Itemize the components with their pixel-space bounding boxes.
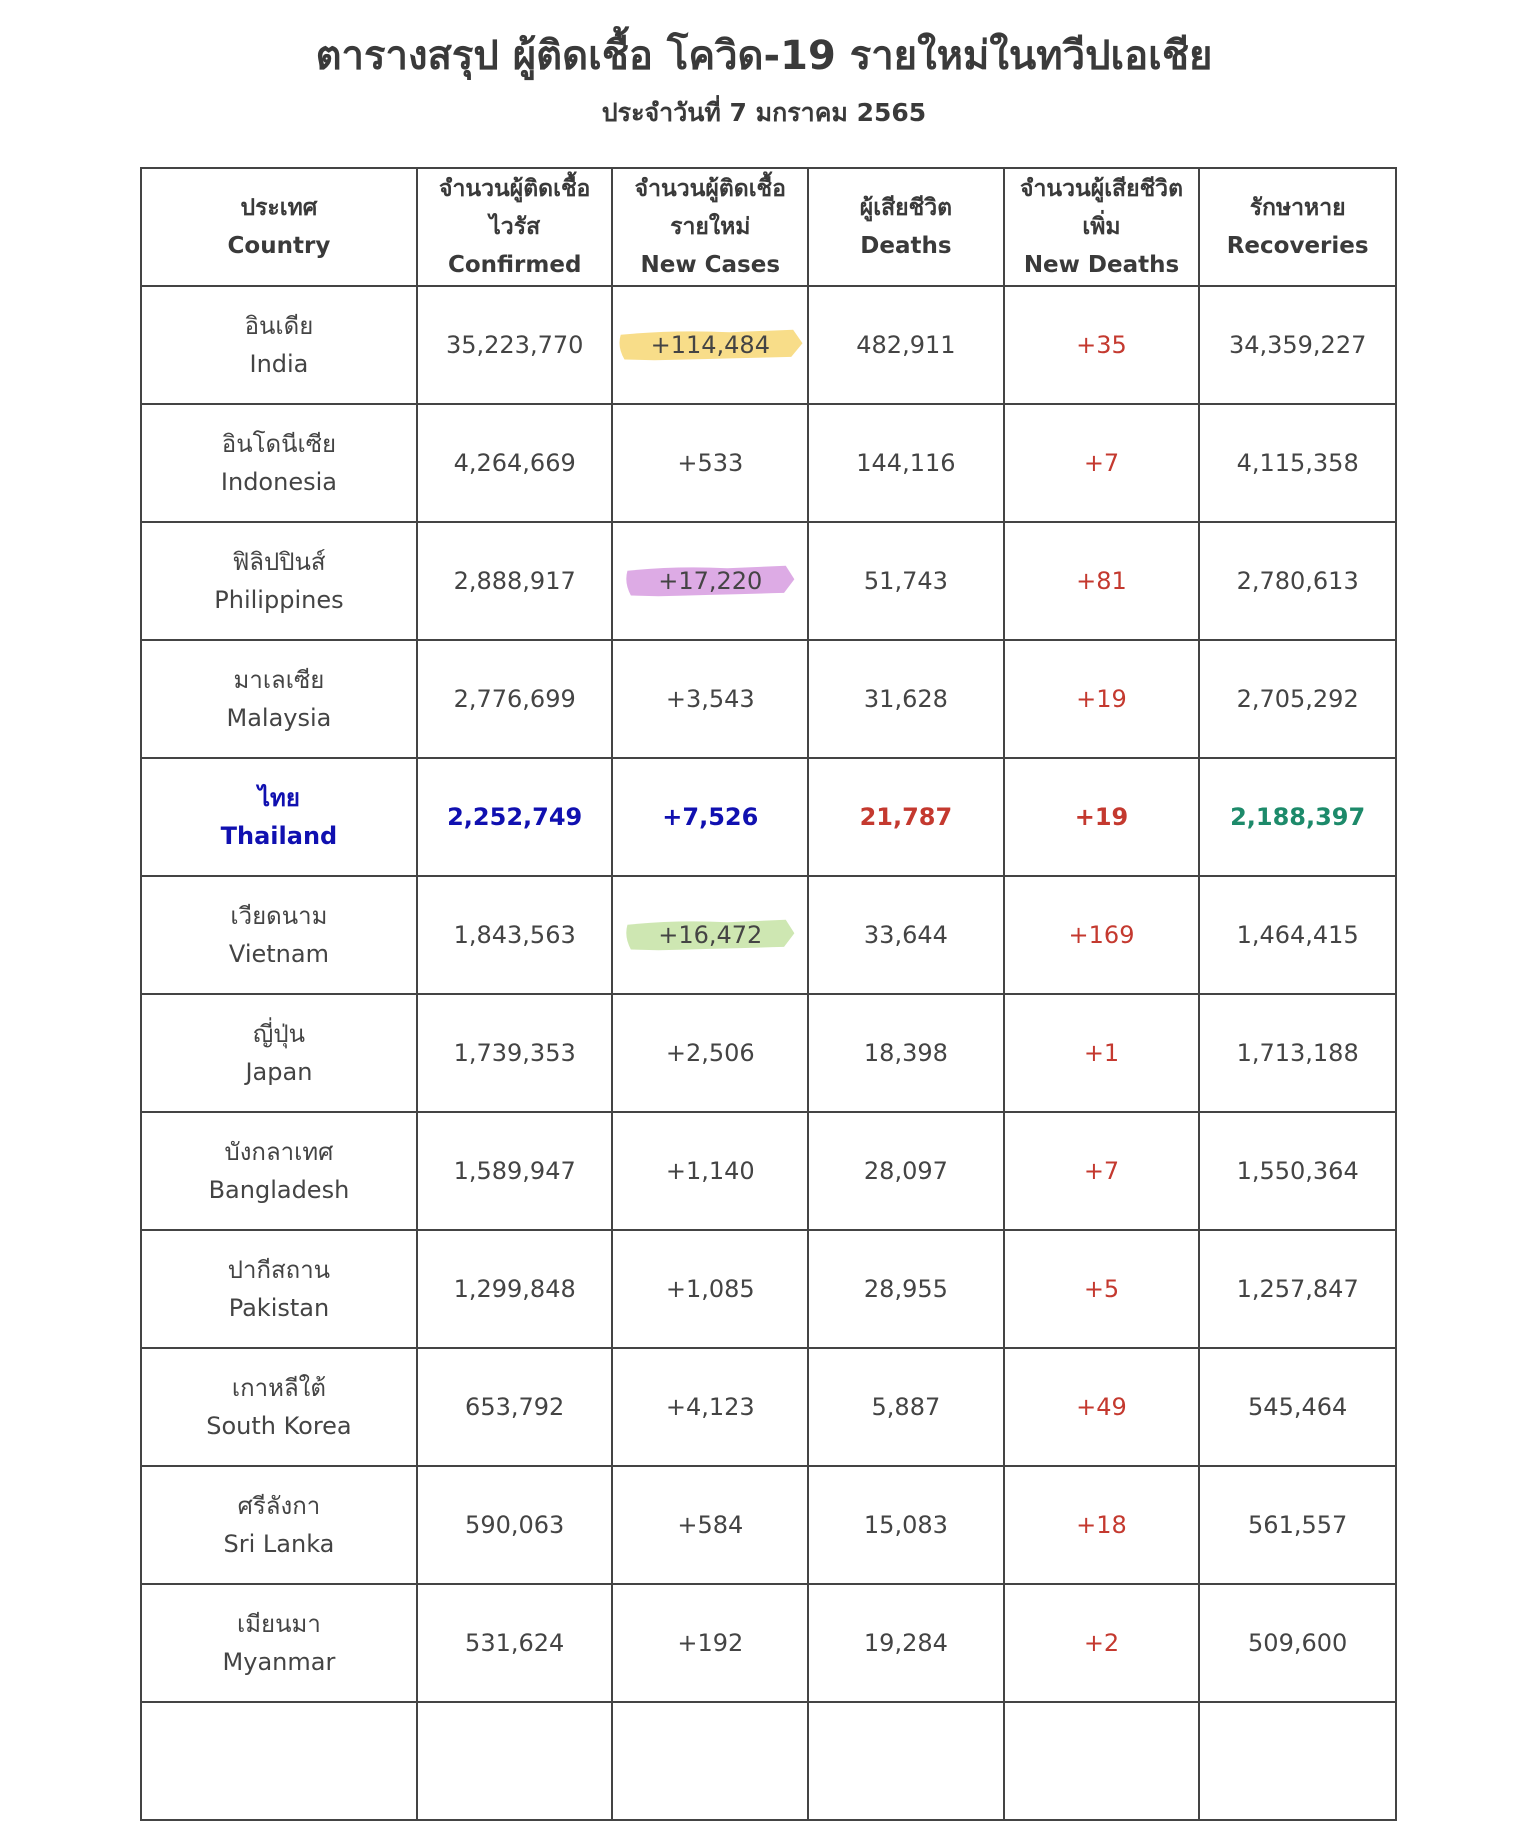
deaths-value: 31,628 — [863, 685, 948, 713]
cell-country — [141, 404, 417, 522]
cell-deaths — [808, 758, 1004, 876]
covid-summary-table — [140, 167, 1397, 1821]
table-row — [141, 1584, 1396, 1702]
recoveries-value: 1,464,415 — [1236, 921, 1359, 949]
recoveries-value: 509,600 — [1248, 1629, 1348, 1657]
cell-new-cases — [612, 522, 808, 640]
deaths-value: 144,116 — [856, 449, 956, 477]
header-recoveries-en: Recoveries — [1226, 233, 1369, 259]
recoveries-value: 2,705,292 — [1236, 685, 1359, 713]
table-row — [141, 286, 1396, 404]
cell-new-cases — [612, 1466, 808, 1584]
cell-deaths — [808, 522, 1004, 640]
cell-country — [141, 1584, 417, 1702]
country-name-en: Myanmar — [222, 1648, 336, 1676]
country-name-th: บังกลาเทศ — [224, 1138, 334, 1166]
country-name-th: ปากีสถาน — [227, 1256, 331, 1284]
cell-country — [141, 640, 417, 758]
country-name-en: Philippines — [214, 586, 344, 614]
cell-deaths — [808, 1230, 1004, 1348]
cell-recoveries — [1199, 286, 1396, 404]
country-name-th: เวียดนาม — [230, 902, 328, 930]
cell-new-deaths — [1004, 640, 1200, 758]
header-new-deaths — [1004, 168, 1200, 286]
deaths-value: 21,787 — [859, 803, 953, 831]
country-name-en: Vietnam — [228, 940, 329, 968]
new-cases-value: +17,220 — [658, 567, 763, 595]
confirmed-value: 653,792 — [465, 1393, 565, 1421]
cell-deaths — [808, 404, 1004, 522]
cell-new-deaths — [1004, 876, 1200, 994]
cell-new-cases — [612, 640, 808, 758]
header-deaths-en: Deaths — [860, 233, 952, 259]
cell-country — [141, 876, 417, 994]
cell-new-deaths — [1004, 758, 1200, 876]
page-title: ตารางสรุป ผู้ติดเชื้อ โควิด-19 รายใหม่ในทวีปเอเชีย — [315, 33, 1213, 79]
cell-recoveries — [1199, 1230, 1396, 1348]
cell-new-cases — [612, 1112, 808, 1230]
table-row — [141, 1112, 1396, 1230]
cell-new-cases — [612, 1348, 808, 1466]
new-deaths-value: +49 — [1076, 1393, 1127, 1421]
recoveries-value: 2,780,613 — [1236, 567, 1359, 595]
recoveries-value: 34,359,227 — [1228, 331, 1367, 359]
country-name-th: ศรีลังกา — [237, 1492, 321, 1520]
cell-new-cases — [612, 286, 808, 404]
cell-country — [141, 994, 417, 1112]
header-new-deaths-th: จำนวนผู้เสียชีวิต เพิ่ม — [1019, 176, 1184, 240]
cell-new-cases — [612, 876, 808, 994]
country-name-en: Pakistan — [228, 1294, 330, 1322]
cell-country — [141, 1230, 417, 1348]
header-deaths-th: ผู้เสียชีวิต — [859, 195, 953, 221]
confirmed-value: 2,888,917 — [453, 567, 576, 595]
cell-empty — [1004, 1702, 1200, 1820]
new-deaths-value: +18 — [1076, 1511, 1127, 1539]
recoveries-value: 545,464 — [1248, 1393, 1348, 1421]
cell-new-deaths — [1004, 1112, 1200, 1230]
cell-confirmed — [417, 1466, 613, 1584]
deaths-value: 33,644 — [863, 921, 948, 949]
cell-new-cases — [612, 1230, 808, 1348]
confirmed-value: 531,624 — [465, 1629, 565, 1657]
confirmed-value: 2,776,699 — [453, 685, 576, 713]
cell-recoveries — [1199, 876, 1396, 994]
new-cases-value: +4,123 — [665, 1393, 755, 1421]
cell-new-cases — [612, 994, 808, 1112]
cell-recoveries — [1199, 522, 1396, 640]
cell-country — [141, 286, 417, 404]
deaths-value: 51,743 — [863, 567, 948, 595]
cell-confirmed — [417, 994, 613, 1112]
header-new-cases — [612, 168, 808, 286]
deaths-value: 15,083 — [863, 1511, 948, 1539]
confirmed-value: 35,223,770 — [445, 331, 584, 359]
table-row — [141, 758, 1396, 876]
header-recoveries — [1199, 168, 1396, 286]
new-cases-value: +192 — [677, 1629, 744, 1657]
cell-empty — [1199, 1702, 1396, 1820]
confirmed-value: 4,264,669 — [453, 449, 576, 477]
table-row — [141, 640, 1396, 758]
country-name-th: เมียนมา — [237, 1610, 321, 1638]
new-deaths-value: +19 — [1076, 685, 1127, 713]
new-deaths-value: +81 — [1076, 567, 1127, 595]
new-deaths-value: +35 — [1076, 331, 1127, 359]
header-country-th: ประเทศ — [240, 195, 318, 221]
new-deaths-value: +169 — [1068, 921, 1135, 949]
deaths-value: 18,398 — [863, 1039, 948, 1067]
page-subtitle: ประจำวันที่ 7 มกราคม 2565 — [601, 98, 927, 127]
country-name-en: South Korea — [206, 1412, 352, 1440]
table-row-partial — [141, 1702, 1396, 1820]
deaths-value: 5,887 — [871, 1393, 941, 1421]
cell-new-deaths — [1004, 1466, 1200, 1584]
recoveries-value: 561,557 — [1248, 1511, 1348, 1539]
cell-empty — [612, 1702, 808, 1820]
header-confirmed-th: จำนวนผู้ติดเชื้อ ไวรัส — [438, 176, 591, 240]
highlighted-value — [624, 916, 796, 954]
recoveries-value: 1,257,847 — [1236, 1275, 1359, 1303]
new-cases-value: +584 — [677, 1511, 744, 1539]
cell-confirmed — [417, 640, 613, 758]
cell-country — [141, 758, 417, 876]
cell-recoveries — [1199, 404, 1396, 522]
new-cases-value: +114,484 — [650, 331, 770, 359]
table-row — [141, 876, 1396, 994]
cell-empty — [808, 1702, 1004, 1820]
table-row — [141, 1466, 1396, 1584]
header-confirmed-en: Confirmed — [447, 252, 582, 278]
cell-confirmed — [417, 404, 613, 522]
country-name-th: มาเลเซีย — [233, 666, 325, 694]
country-name-en: Japan — [245, 1058, 313, 1086]
cell-country — [141, 1348, 417, 1466]
table-row — [141, 404, 1396, 522]
deaths-value: 28,097 — [863, 1157, 948, 1185]
table-row — [141, 994, 1396, 1112]
country-name-th: ญี่ปุ่น — [252, 1020, 305, 1048]
cell-empty — [417, 1702, 613, 1820]
cell-recoveries — [1199, 1466, 1396, 1584]
header-country — [141, 168, 417, 286]
new-cases-value: +2,506 — [665, 1039, 755, 1067]
cell-confirmed — [417, 758, 613, 876]
country-name-en: Indonesia — [220, 468, 337, 496]
new-deaths-value: +7 — [1083, 1157, 1120, 1185]
new-cases-value: +1,085 — [665, 1275, 755, 1303]
cell-recoveries — [1199, 1348, 1396, 1466]
new-deaths-value: +19 — [1074, 803, 1129, 831]
confirmed-value: 590,063 — [465, 1511, 565, 1539]
cell-confirmed — [417, 1112, 613, 1230]
recoveries-value: 4,115,358 — [1236, 449, 1359, 477]
cell-recoveries — [1199, 994, 1396, 1112]
header-new-cases-th: จำนวนผู้ติดเชื้อ รายใหม่ — [634, 176, 786, 240]
cell-deaths — [808, 1348, 1004, 1466]
deaths-value: 482,911 — [856, 331, 956, 359]
country-name-th: ไทย — [257, 784, 300, 812]
header-country-en: Country — [227, 233, 331, 259]
new-deaths-value: +2 — [1083, 1629, 1120, 1657]
cell-new-deaths — [1004, 1584, 1200, 1702]
cell-new-deaths — [1004, 1348, 1200, 1466]
new-deaths-value: +1 — [1083, 1039, 1120, 1067]
cell-new-deaths — [1004, 522, 1200, 640]
country-name-en: Malaysia — [226, 704, 332, 732]
cell-country — [141, 522, 417, 640]
new-cases-value: +16,472 — [658, 921, 763, 949]
country-name-th: เกาหลีใต้ — [231, 1374, 326, 1402]
table-body — [141, 286, 1396, 1820]
cell-new-cases — [612, 404, 808, 522]
cell-country — [141, 1112, 417, 1230]
cell-deaths — [808, 994, 1004, 1112]
cell-confirmed — [417, 286, 613, 404]
cell-confirmed — [417, 1584, 613, 1702]
cell-confirmed — [417, 1230, 613, 1348]
country-name-th: ฟิลิปปินส์ — [232, 548, 326, 576]
table-row — [141, 1348, 1396, 1466]
table-header-row — [141, 168, 1396, 286]
country-name-th: อินเดีย — [244, 312, 314, 340]
country-name-en: India — [249, 350, 309, 378]
country-name-en: Thailand — [220, 822, 338, 850]
new-cases-value: +1,140 — [665, 1157, 755, 1185]
cell-recoveries — [1199, 1584, 1396, 1702]
new-cases-value: +7,526 — [662, 803, 759, 831]
deaths-value: 28,955 — [863, 1275, 948, 1303]
highlighted-value — [624, 562, 796, 600]
table-row — [141, 1230, 1396, 1348]
cell-deaths — [808, 876, 1004, 994]
new-deaths-value: +7 — [1083, 449, 1120, 477]
cell-confirmed — [417, 876, 613, 994]
cell-deaths — [808, 1466, 1004, 1584]
cell-new-deaths — [1004, 404, 1200, 522]
new-cases-value: +3,543 — [665, 685, 755, 713]
cell-deaths — [808, 1112, 1004, 1230]
country-name-en: Bangladesh — [208, 1176, 350, 1204]
cell-new-deaths — [1004, 286, 1200, 404]
cell-new-cases — [612, 1584, 808, 1702]
recoveries-value: 2,188,397 — [1230, 803, 1366, 831]
confirmed-value: 1,299,848 — [453, 1275, 576, 1303]
cell-confirmed — [417, 1348, 613, 1466]
recoveries-value: 1,550,364 — [1236, 1157, 1359, 1185]
country-name-en: Sri Lanka — [223, 1530, 335, 1558]
confirmed-value: 1,843,563 — [453, 921, 576, 949]
deaths-value: 19,284 — [863, 1629, 948, 1657]
cell-new-deaths — [1004, 994, 1200, 1112]
cell-deaths — [808, 1584, 1004, 1702]
cell-recoveries — [1199, 758, 1396, 876]
header-new-cases-en: New Cases — [640, 252, 781, 278]
cell-recoveries — [1199, 1112, 1396, 1230]
cell-confirmed — [417, 522, 613, 640]
header-recoveries-th: รักษาหาย — [1249, 195, 1346, 221]
cell-deaths — [808, 640, 1004, 758]
new-deaths-value: +5 — [1083, 1275, 1120, 1303]
header-confirmed — [417, 168, 613, 286]
cell-new-cases — [612, 758, 808, 876]
highlighted-value — [617, 326, 804, 364]
confirmed-value: 2,252,749 — [447, 803, 583, 831]
cell-empty — [141, 1702, 417, 1820]
header-new-deaths-en: New Deaths — [1023, 252, 1180, 278]
cell-new-deaths — [1004, 1230, 1200, 1348]
header-deaths — [808, 168, 1004, 286]
recoveries-value: 1,713,188 — [1236, 1039, 1359, 1067]
table-row — [141, 522, 1396, 640]
new-cases-value: +533 — [677, 449, 744, 477]
cell-country — [141, 1466, 417, 1584]
cell-deaths — [808, 286, 1004, 404]
cell-recoveries — [1199, 640, 1396, 758]
confirmed-value: 1,739,353 — [453, 1039, 576, 1067]
confirmed-value: 1,589,947 — [453, 1157, 576, 1185]
country-name-th: อินโดนีเซีย — [221, 430, 337, 458]
